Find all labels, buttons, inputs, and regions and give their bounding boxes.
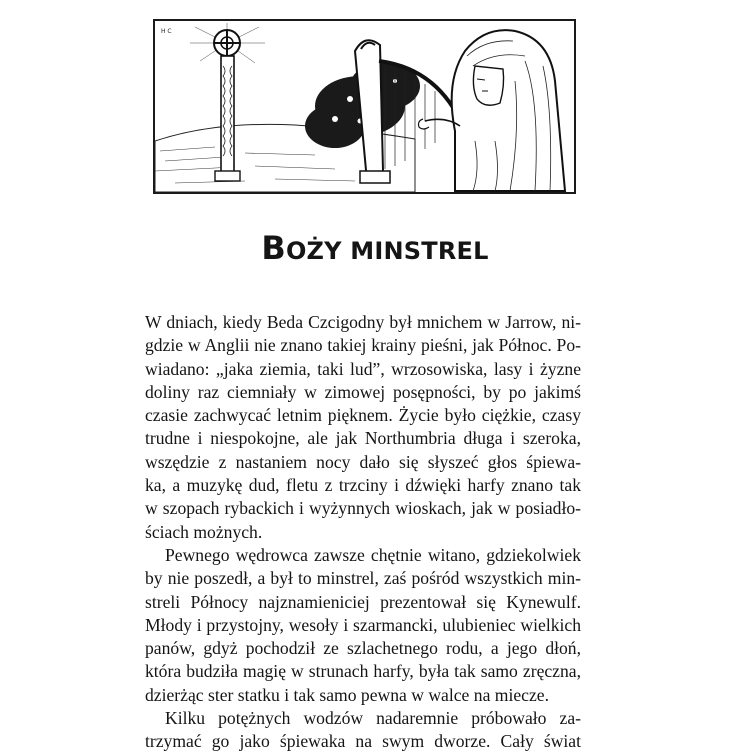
chapter-title-rest: OŻY MINSTREL — [285, 237, 489, 265]
chapter-title — [0, 229, 750, 267]
text-line: W dniach, kiedy Beda Czcigodny był mnichem w Jarrow, ni- — [145, 312, 581, 332]
text-line: by nie poszedł, a był to minstrel, zaś pośród wszystkich min- — [145, 568, 581, 589]
text-line: Kilku potężnych wodzów nadaremnie próbowało za- — [165, 708, 581, 729]
text-line: trzymać go jako śpiewaka na swym dworze. Cały świat — [145, 731, 581, 752]
text-line: Młody i przystojny, wesoły i szarmancki, ulubieniec wielkich — [145, 614, 581, 635]
text-line: która budziła magię w strunach harfy, była tak samo zręczna, — [145, 661, 581, 682]
woodcut-illustration — [153, 19, 576, 194]
text-line: Pewnego wędrowca zawsze chętnie witano, gdziekolwiek — [165, 544, 581, 565]
monogram-text: H C — [161, 28, 172, 35]
text-line: dzierżąc ster statku i tak samo pewna w walce na miecze. — [145, 684, 549, 705]
text-line: panów, gdyż pochodził ze szlachetnego rodu, a jego dłoń, — [145, 638, 581, 659]
text-line: streli Północy najznamieniciej prezentował się Kynewulf. — [145, 591, 581, 612]
text-line: czasie zachwycać letnim pięknem. Życie było ciężkie, czasy — [145, 405, 581, 426]
text-line: trudne i niespokojne, ale jak Northumbria długa i szeroka, — [145, 428, 581, 449]
text-line: doliny raz ciemniały w zimowej posępności, by po jakimś — [145, 381, 581, 402]
text-line: wiadano: „jaka ziemia, taki lud”, wrzosowiska, lasy i żyzne — [145, 358, 581, 379]
text-line: ka, a muzykę dud, fletu z trzciny i dźwięki harfy znano tak — [145, 475, 581, 496]
text-line: w szopach rybackich i wyżynnych wioskach, jak w posiadło- — [145, 498, 581, 519]
text-line: wszędzie z nastaniem nocy dało się słyszeć głos śpiewa- — [145, 451, 581, 472]
text-line: gdzie w Anglii nie znano takiej krainy pieśni, jak Północ. Po- — [145, 335, 581, 356]
body-text — [145, 311, 581, 754]
illustration-drawing — [155, 21, 574, 192]
chapter-title-initial: B — [261, 229, 286, 267]
text-line: ściach możnych. — [145, 521, 263, 542]
